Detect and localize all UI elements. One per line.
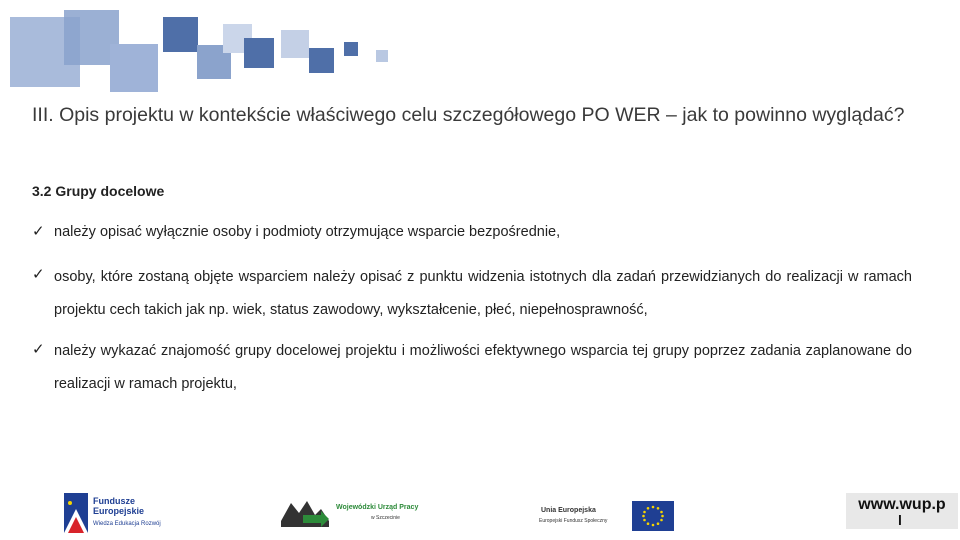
decor-square [244,38,274,68]
fe-logo-line2: Europejskie [93,506,145,516]
eu-logo-line1: Unia Europejska [541,507,596,514]
bullet-item [32,340,912,406]
wup-logo-line1: Wojewódzki Urząd Pracy [336,504,419,511]
fundusze-europejskie-logo [64,492,176,534]
eu-logo [536,499,676,531]
decor-square [163,17,198,52]
wup-emblem-icon [281,499,331,529]
section-subtitle: 3.2 Grupy docelowe [32,183,165,199]
checkmark-icon: ✓ [32,341,45,358]
slide-title: III. Opis projektu w kontekście właściwego celu szczegółowego PO WER – jak to powinno wyglądać? [32,104,905,126]
eu-logo-line2: Europejski Fundusz Społeczny [539,518,608,524]
checkmark-icon: ✓ [32,223,45,240]
checkmark-icon: ✓ [32,266,45,283]
decor-square [344,42,358,56]
fe-logo-line3: Wiedza Edukacja Rozwój [93,521,161,527]
eu-flag-icon [632,501,674,531]
website-url[interactable] [846,493,958,529]
website-url-text[interactable]: www.wup.p [858,496,946,513]
decor-square [110,44,158,92]
bullet-text: należy wykazać znajomość grupy docelowej projektu i możliwości efektywnego wsparcia tej grupy poprzez zadania zaplanowane do realizacji w ramach projektu, [54,343,912,392]
decor-square [376,50,388,62]
fe-emblem-icon [64,493,88,533]
wup-logo [281,499,431,529]
wup-logo-line2: w Szczecinie [371,515,400,521]
decor-square [281,30,309,58]
bullet-item [32,222,912,252]
bullet-item [32,265,912,331]
bullet-text: należy opisać wyłącznie osoby i podmioty otrzymujące wsparcie bezpośrednie, [54,224,561,240]
decor-square [309,48,334,73]
bullet-text: osoby, które zostaną objęte wsparciem należy opisać z punktu widzenia istotnych dla zadań przewidzianych do realizacji w ramach projektu cech takich jak np. wiek, status zawodowy, wykształcenie, płeć, niepełnosprawność, [54,269,912,318]
website-url-tail: l [898,512,902,528]
fe-logo-line1: Fundusze [93,496,135,506]
